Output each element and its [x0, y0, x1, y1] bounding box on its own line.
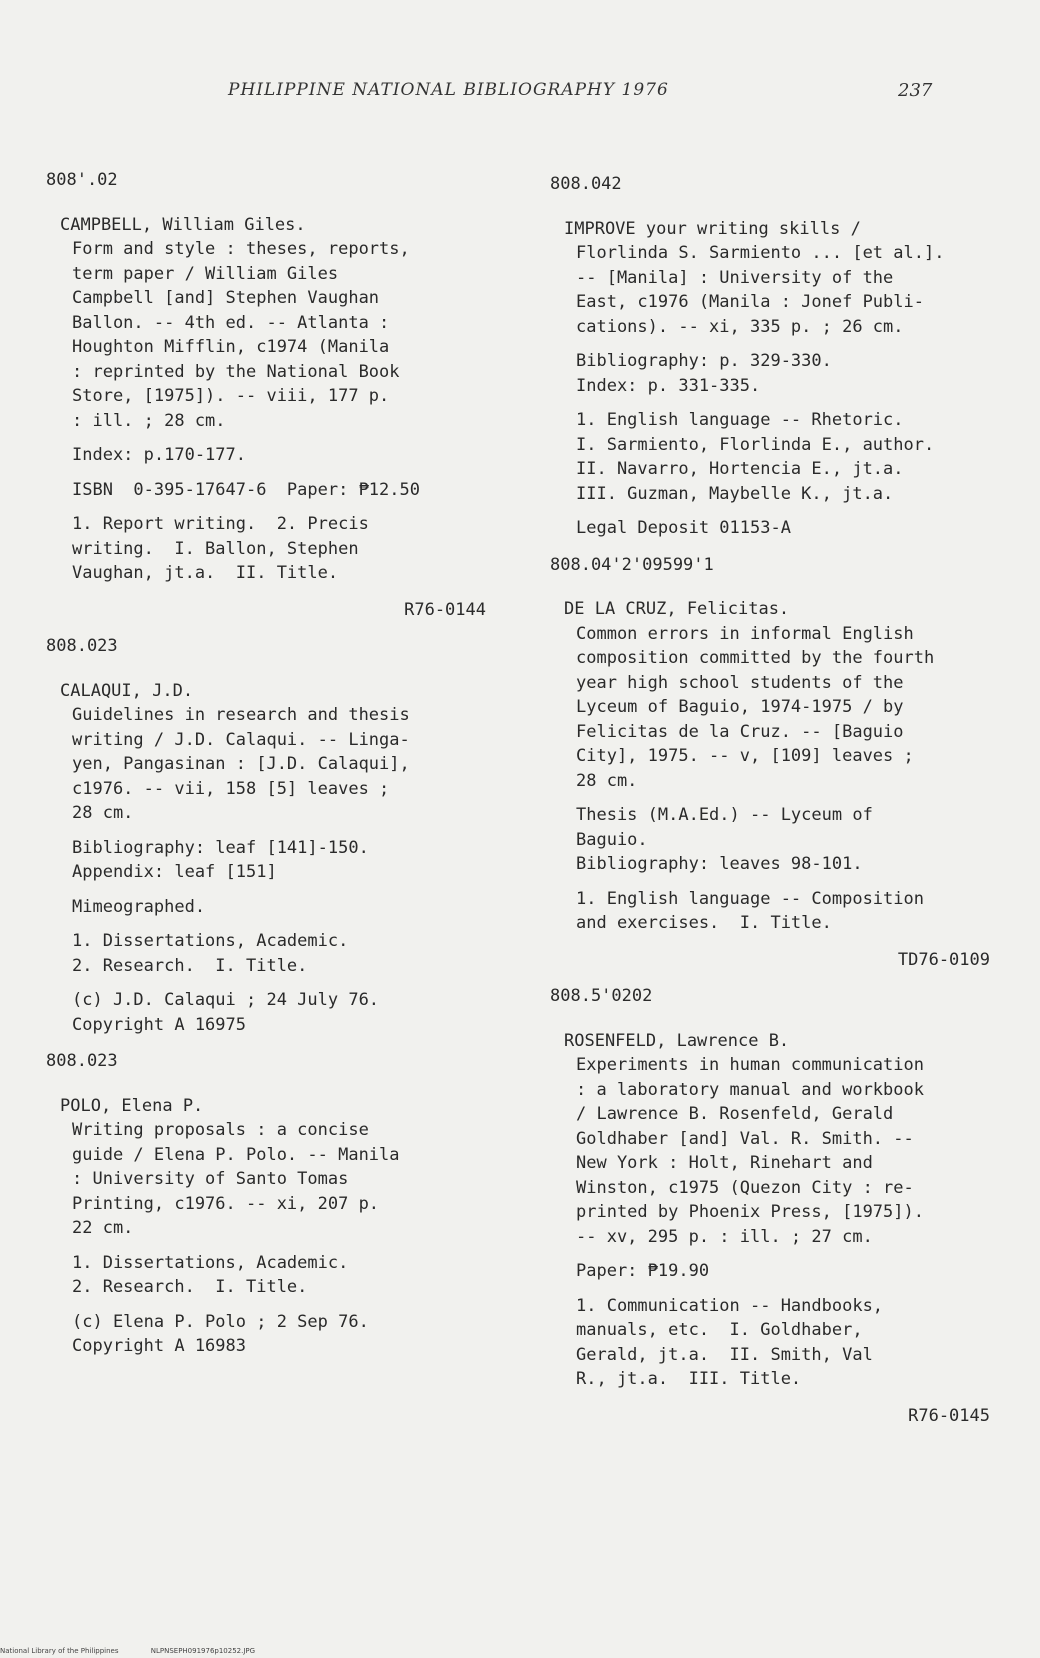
class-number: 808'.02: [46, 170, 118, 190]
entry-line: 28 cm.: [72, 803, 134, 823]
control-number: R76-0145: [908, 1405, 990, 1426]
entry-line: term paper / William Giles: [72, 263, 339, 284]
entry-line: : ill. ; 28 cm.: [72, 410, 226, 431]
scan-footer: [0, 1647, 1040, 1656]
entry-line: Experiments in human communication: [576, 1055, 924, 1075]
entry-note: [60, 1310, 486, 1359]
entry-line: yen, Pangasinan : [J.D. Calaqui],: [72, 754, 410, 774]
entry-line: -- xv, 295 p. : ill. ; 27 cm.: [576, 1226, 873, 1247]
note-line: Legal Deposit 01153-A: [576, 518, 791, 538]
entry-line: writing / J.D. Calaqui. -- Linga-: [72, 729, 410, 750]
entry-line: 22 cm.: [72, 1218, 134, 1238]
note-line: Appendix: leaf [151]: [72, 862, 277, 882]
entry-line: ROSENFELD, Lawrence B.: [564, 1030, 790, 1051]
entry-line: New York : Holt, Rinehart and: [576, 1153, 873, 1173]
note-line: Paper: ₱19.90: [576, 1261, 710, 1281]
entry-line: CALAQUI, J.D.: [60, 680, 194, 701]
entry-line: CAMPBELL, William Giles.: [60, 214, 306, 235]
entry-line: year high school students of the: [576, 672, 904, 693]
entry-note: [564, 516, 990, 541]
left-column: [46, 168, 486, 1371]
control-number: TD76-0109: [897, 949, 990, 970]
note-line: Index: p. 331-335.: [576, 375, 761, 396]
entry-body: [46, 679, 486, 1038]
entry-note: [564, 803, 990, 877]
class-number: 808.042: [550, 174, 622, 194]
class-number: 808.5'0202: [550, 986, 653, 1006]
note-line: 1. Dissertations, Academic.: [72, 1252, 349, 1273]
note-line: 2. Research. I. Title.: [72, 955, 308, 976]
entry-line: Guidelines in research and thesis: [72, 705, 410, 725]
note-line: 1. Communication -- Handbooks,: [576, 1295, 884, 1316]
note-line: R., jt.a. III. Title.: [576, 1369, 802, 1389]
entry-body: [550, 217, 990, 541]
note-line: Index: p.170-177.: [72, 445, 246, 465]
class-number: 808.023: [46, 636, 118, 656]
note-line: and exercises. I. Title.: [576, 913, 832, 933]
right-column: [550, 172, 990, 1440]
entry-line: Ballon. -- 4th ed. -- Atlanta :: [72, 312, 390, 333]
note-line: Mimeographed.: [72, 896, 206, 917]
entry-note: [564, 349, 990, 398]
entry-line: Store, [1975]). -- viii, 177 p.: [72, 386, 390, 406]
entry-line: Writing proposals : a concise: [72, 1120, 369, 1140]
note-line: writing. I. Ballon, Stephen: [72, 538, 359, 559]
entry-body: [550, 597, 990, 936]
entry-line: : reprinted by the National Book: [72, 361, 400, 382]
entry-line: composition committed by the fourth: [576, 648, 935, 668]
note-line: 1. English language -- Composition: [576, 888, 924, 909]
catalog-entry: [46, 1049, 486, 1359]
catalog-entry: [550, 984, 990, 1428]
entry-line: Form and style : theses, reports,: [72, 239, 410, 259]
note-line: Copyright A 16983: [72, 1336, 246, 1356]
entry-body: [46, 1094, 486, 1359]
note-line: Vaughan, jt.a. II. Title.: [72, 563, 339, 583]
entry-line: : a laboratory manual and workbook: [576, 1079, 924, 1100]
entry-note: [564, 887, 990, 936]
entry-line: guide / Elena P. Polo. -- Manila: [72, 1144, 400, 1165]
note-line: Copyright A 16975: [72, 1014, 246, 1035]
note-line: Baguio.: [576, 829, 648, 850]
note-line: ISBN 0-395-17647-6 Paper: ₱12.50: [72, 479, 420, 500]
class-number: 808.04'2'09599'1: [550, 554, 714, 575]
entry-note: [564, 1294, 990, 1392]
entry-line: Winston, c1975 (Quezon City : re-: [576, 1177, 914, 1198]
note-line: Bibliography: leaves 98-101.: [576, 854, 863, 874]
entry-line: City], 1975. -- v, [109] leaves ;: [576, 746, 914, 766]
entry-line: : University of Santo Tomas: [72, 1169, 349, 1189]
note-line: I. Sarmiento, Florlinda E., author.: [576, 434, 935, 455]
footer-library: National Library of the Philippines: [0, 1647, 119, 1655]
entry-note: [60, 929, 486, 978]
entry-line: IMPROVE your writing skills /: [564, 218, 861, 239]
entry-line: Felicitas de la Cruz. -- [Baguio: [576, 721, 904, 742]
entry-note: [60, 988, 486, 1037]
class-number: 808.023: [46, 1051, 118, 1071]
note-line: manuals, etc. I. Goldhaber,: [576, 1320, 863, 1340]
catalog-entry: [46, 634, 486, 1037]
note-line: II. Navarro, Hortencia E., jt.a.: [576, 459, 904, 479]
note-line: 1. English language -- Rhetoric.: [576, 410, 904, 430]
entry-line: printed by Phoenix Press, [1975]).: [576, 1202, 924, 1222]
footer-file: NLPNSEPH091976p10252.JPG: [150, 1647, 256, 1655]
entry-note: [60, 895, 486, 920]
catalog-entry: [46, 168, 486, 622]
note-line: Bibliography: p. 329-330.: [576, 351, 832, 371]
entry-line: 28 cm.: [576, 770, 638, 791]
note-line: (c) Elena P. Polo ; 2 Sep 76.: [72, 1311, 369, 1332]
entry-line: East, c1976 (Manila : Jonef Publi-: [576, 292, 924, 312]
entry-note: [60, 443, 486, 468]
entry-note: [60, 836, 486, 885]
page-header-title: PHILIPPINE NATIONAL BIBLIOGRAPHY 1976: [228, 80, 669, 100]
entry-note: [564, 1259, 990, 1284]
entry-line: c1976. -- vii, 158 [5] leaves ;: [72, 778, 390, 799]
entry-body: [550, 1029, 990, 1392]
entry-line: POLO, Elena P.: [60, 1095, 204, 1116]
catalog-entry: [550, 553, 990, 973]
entry-line: Goldhaber [and] Val. R. Smith. --: [576, 1128, 914, 1149]
entry-line: Common errors in informal English: [576, 623, 914, 644]
entry-body: [46, 213, 486, 586]
note-line: Bibliography: leaf [141]-150.: [72, 837, 369, 858]
note-line: III. Guzman, Maybelle K., jt.a.: [576, 483, 894, 504]
entry-note: [60, 478, 486, 503]
note-line: 1. Dissertations, Academic.: [72, 931, 349, 951]
entry-line: Lyceum of Baguio, 1974-1975 / by: [576, 697, 904, 717]
entry-line: Houghton Mifflin, c1974 (Manila: [72, 337, 390, 357]
entry-line: -- [Manila] : University of the: [576, 267, 894, 288]
page-number: 237: [898, 80, 933, 101]
entry-note: [60, 1251, 486, 1300]
entry-note: [564, 408, 990, 506]
control-number: R76-0144: [404, 599, 486, 620]
note-line: 2. Research. I. Title.: [72, 1277, 308, 1297]
catalog-entry: [550, 172, 990, 541]
note-line: (c) J.D. Calaqui ; 24 July 76.: [72, 990, 380, 1010]
note-line: Thesis (M.A.Ed.) -- Lyceum of: [576, 805, 873, 825]
entry-line: DE LA CRUZ, Felicitas.: [564, 599, 790, 619]
entry-line: cations). -- xi, 335 p. ; 26 cm.: [576, 316, 904, 337]
entry-line: / Lawrence B. Rosenfeld, Gerald: [576, 1104, 894, 1124]
entry-line: Campbell [and] Stephen Vaughan: [72, 288, 380, 308]
note-line: 1. Report writing. 2. Precis: [72, 514, 369, 534]
note-line: Gerald, jt.a. II. Smith, Val: [576, 1344, 873, 1365]
entry-line: Printing, c1976. -- xi, 207 p.: [72, 1193, 380, 1214]
entry-note: [60, 512, 486, 586]
entry-line: Florlinda S. Sarmiento ... [et al.].: [576, 243, 945, 263]
